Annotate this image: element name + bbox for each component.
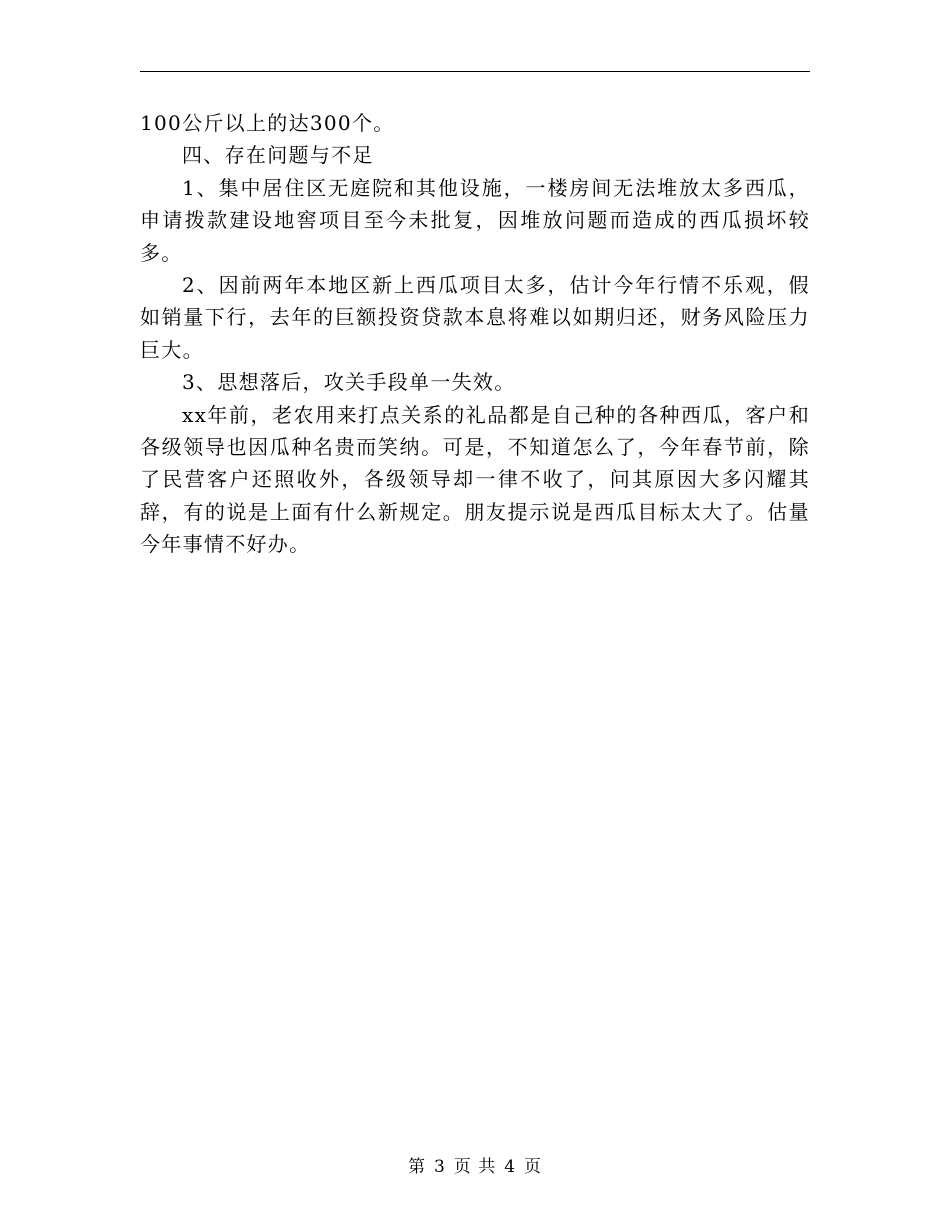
footer-suffix: 页 (524, 1157, 543, 1177)
section-heading: 四、存在问题与不足 (182, 143, 374, 168)
paragraph-issue-2: 2、因前两年本地区新上西瓜项目太多，估计今年行情不乐观，假如销量下行，去年的巨额投资贷款本息将难以如期归还，财务风险压力巨大。 (140, 273, 810, 362)
header-rule (140, 71, 810, 72)
paragraph-detail: xx年前，老农用来打点关系的礼品都是自己种的各种西瓜，客户和各级领导也因瓜种名贵而笑纳。可是，不知道怎么了，今年春节前，除了民营客户还照收外，各级领导却一律不收了，问其原因大多闪耀其辞，有的说是上面有什么新规定。朋友提示说是西瓜目标太大了。估量今年事情不好办。 (140, 402, 810, 557)
page-footer (0, 1152, 950, 1177)
document-body (140, 107, 810, 561)
footer-page-number: 3 (433, 1157, 446, 1177)
footer-prefix: 第 (407, 1157, 426, 1177)
paragraph-issue-1: 1、集中居住区无庭院和其他设施，一楼房间无法堆放太多西瓜，申请拨款建设地窖项目至今未批复，因堆放问题而造成的西瓜损坏较多。 (140, 175, 810, 265)
paragraph-continuation: 100公斤以上的达300个。 (140, 111, 395, 135)
footer-middle: 页 共 (453, 1157, 497, 1177)
footer-total-pages: 4 (504, 1157, 517, 1177)
paragraph-issue-3: 3、思想落后，攻关手段单一失效。 (182, 370, 516, 395)
